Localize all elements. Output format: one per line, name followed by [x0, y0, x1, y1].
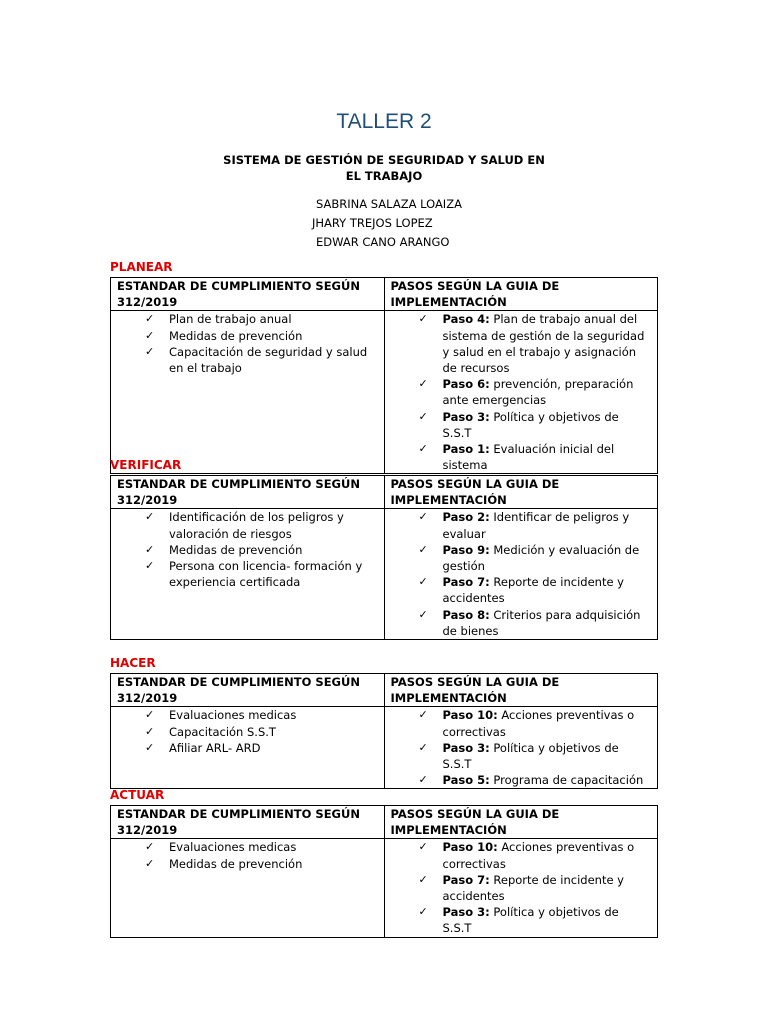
- author-name: EDWAR CANO ARANGO: [316, 235, 450, 249]
- section-table: [110, 805, 658, 938]
- list-item: ✓ Identificación de los peligros y valoración de riesgos: [169, 509, 378, 541]
- section-label: ACTUAR: [110, 788, 165, 802]
- section-table: [110, 277, 658, 474]
- steps-cell: [384, 707, 658, 789]
- list-item: ✓ Persona con licencia- formación y experiencia certificada: [169, 558, 378, 590]
- standards-cell: [111, 311, 385, 474]
- list-item: ✓ Evaluaciones medicas: [169, 707, 378, 723]
- column-header-standard: ESTANDAR DE CUMPLIMIENTO SEGÚN 312/2019: [111, 674, 385, 707]
- author-list: [0, 195, 768, 252]
- list-item: ✓ Capacitación de seguridad y salud en el trabajo: [169, 344, 378, 376]
- list-item: ✓ Paso 8: Criterios para adquisición de bienes: [443, 607, 652, 639]
- list-item: ✓ Paso 10: Acciones preventivas o correctivas: [443, 707, 652, 739]
- list-item: ✓ Medidas de prevención: [169, 856, 378, 872]
- section-label: VERIFICAR: [110, 458, 182, 472]
- list-item: ✓ Paso 9: Medición y evaluación de gestión: [443, 542, 652, 574]
- column-header-standard: ESTANDAR DE CUMPLIMIENTO SEGÚN 312/2019: [111, 278, 385, 311]
- column-header-steps: PASOS SEGÚN LA GUIA DE IMPLEMENTACIÓN: [384, 806, 658, 839]
- author-name: JHARY TREJOS LOPEZ: [312, 216, 433, 230]
- column-header-steps: PASOS SEGÚN LA GUIA DE IMPLEMENTACIÓN: [384, 674, 658, 707]
- list-item: ✓ Medidas de prevención: [169, 328, 378, 344]
- list-item: ✓ Paso 5: Programa de capacitación: [443, 772, 652, 788]
- list-item: ✓ Paso 3: Política y objetivos de S.S.T: [443, 409, 652, 441]
- column-header-steps: PASOS SEGÚN LA GUIA DE IMPLEMENTACIÓN: [384, 278, 658, 311]
- list-item: ✓ Capacitación S.S.T: [169, 724, 378, 740]
- list-item: ✓ Afiliar ARL- ARD: [169, 740, 378, 756]
- section-table: [110, 475, 658, 640]
- steps-cell: [384, 509, 658, 640]
- list-item: ✓ Paso 6: prevención, preparación ante emergencias: [443, 376, 652, 408]
- section-label: PLANEAR: [110, 260, 173, 274]
- list-item: ✓ Paso 2: Identificar de peligros y evaluar: [443, 509, 652, 541]
- section-table: [110, 673, 658, 789]
- document-subtitle: SISTEMA DE GESTIÓN DE SEGURIDAD Y SALUD EN EL TRABAJO: [223, 153, 545, 183]
- steps-cell: [384, 311, 658, 474]
- list-item: ✓ Paso 3: Política y objetivos de S.S.T: [443, 740, 652, 772]
- list-item: ✓ Evaluaciones medicas: [169, 839, 378, 855]
- page-title: TALLER 2: [336, 110, 432, 133]
- list-item: ✓ Paso 4: Plan de trabajo anual del sistema de gestión de la seguridad y salud en el trabajo y asignación de recursos: [443, 311, 652, 376]
- standards-cell: [111, 707, 385, 789]
- column-header-standard: ESTANDAR DE CUMPLIMIENTO SEGÚN 312/2019: [111, 806, 385, 839]
- author-name: SABRINA SALAZA LOAIZA: [316, 197, 462, 211]
- list-item: ✓ Paso 7: Reporte de incidente y accidentes: [443, 872, 652, 904]
- column-header-standard: ESTANDAR DE CUMPLIMIENTO SEGÚN 312/2019: [111, 476, 385, 509]
- column-header-steps: PASOS SEGÚN LA GUIA DE IMPLEMENTACIÓN: [384, 476, 658, 509]
- standards-cell: [111, 839, 385, 937]
- section-label: HACER: [110, 656, 156, 670]
- list-item: ✓ Paso 3: Política y objetivos de S.S.T: [443, 904, 652, 936]
- list-item: ✓ Paso 1: Evaluación inicial del sistema: [443, 441, 652, 473]
- list-item: ✓ Paso 7: Reporte de incidente y accidentes: [443, 574, 652, 606]
- list-item: ✓ Paso 10: Acciones preventivas o correctivas: [443, 839, 652, 871]
- list-item: ✓ Medidas de prevención: [169, 542, 378, 558]
- standards-cell: [111, 509, 385, 640]
- steps-cell: [384, 839, 658, 937]
- list-item: ✓ Plan de trabajo anual: [169, 311, 378, 327]
